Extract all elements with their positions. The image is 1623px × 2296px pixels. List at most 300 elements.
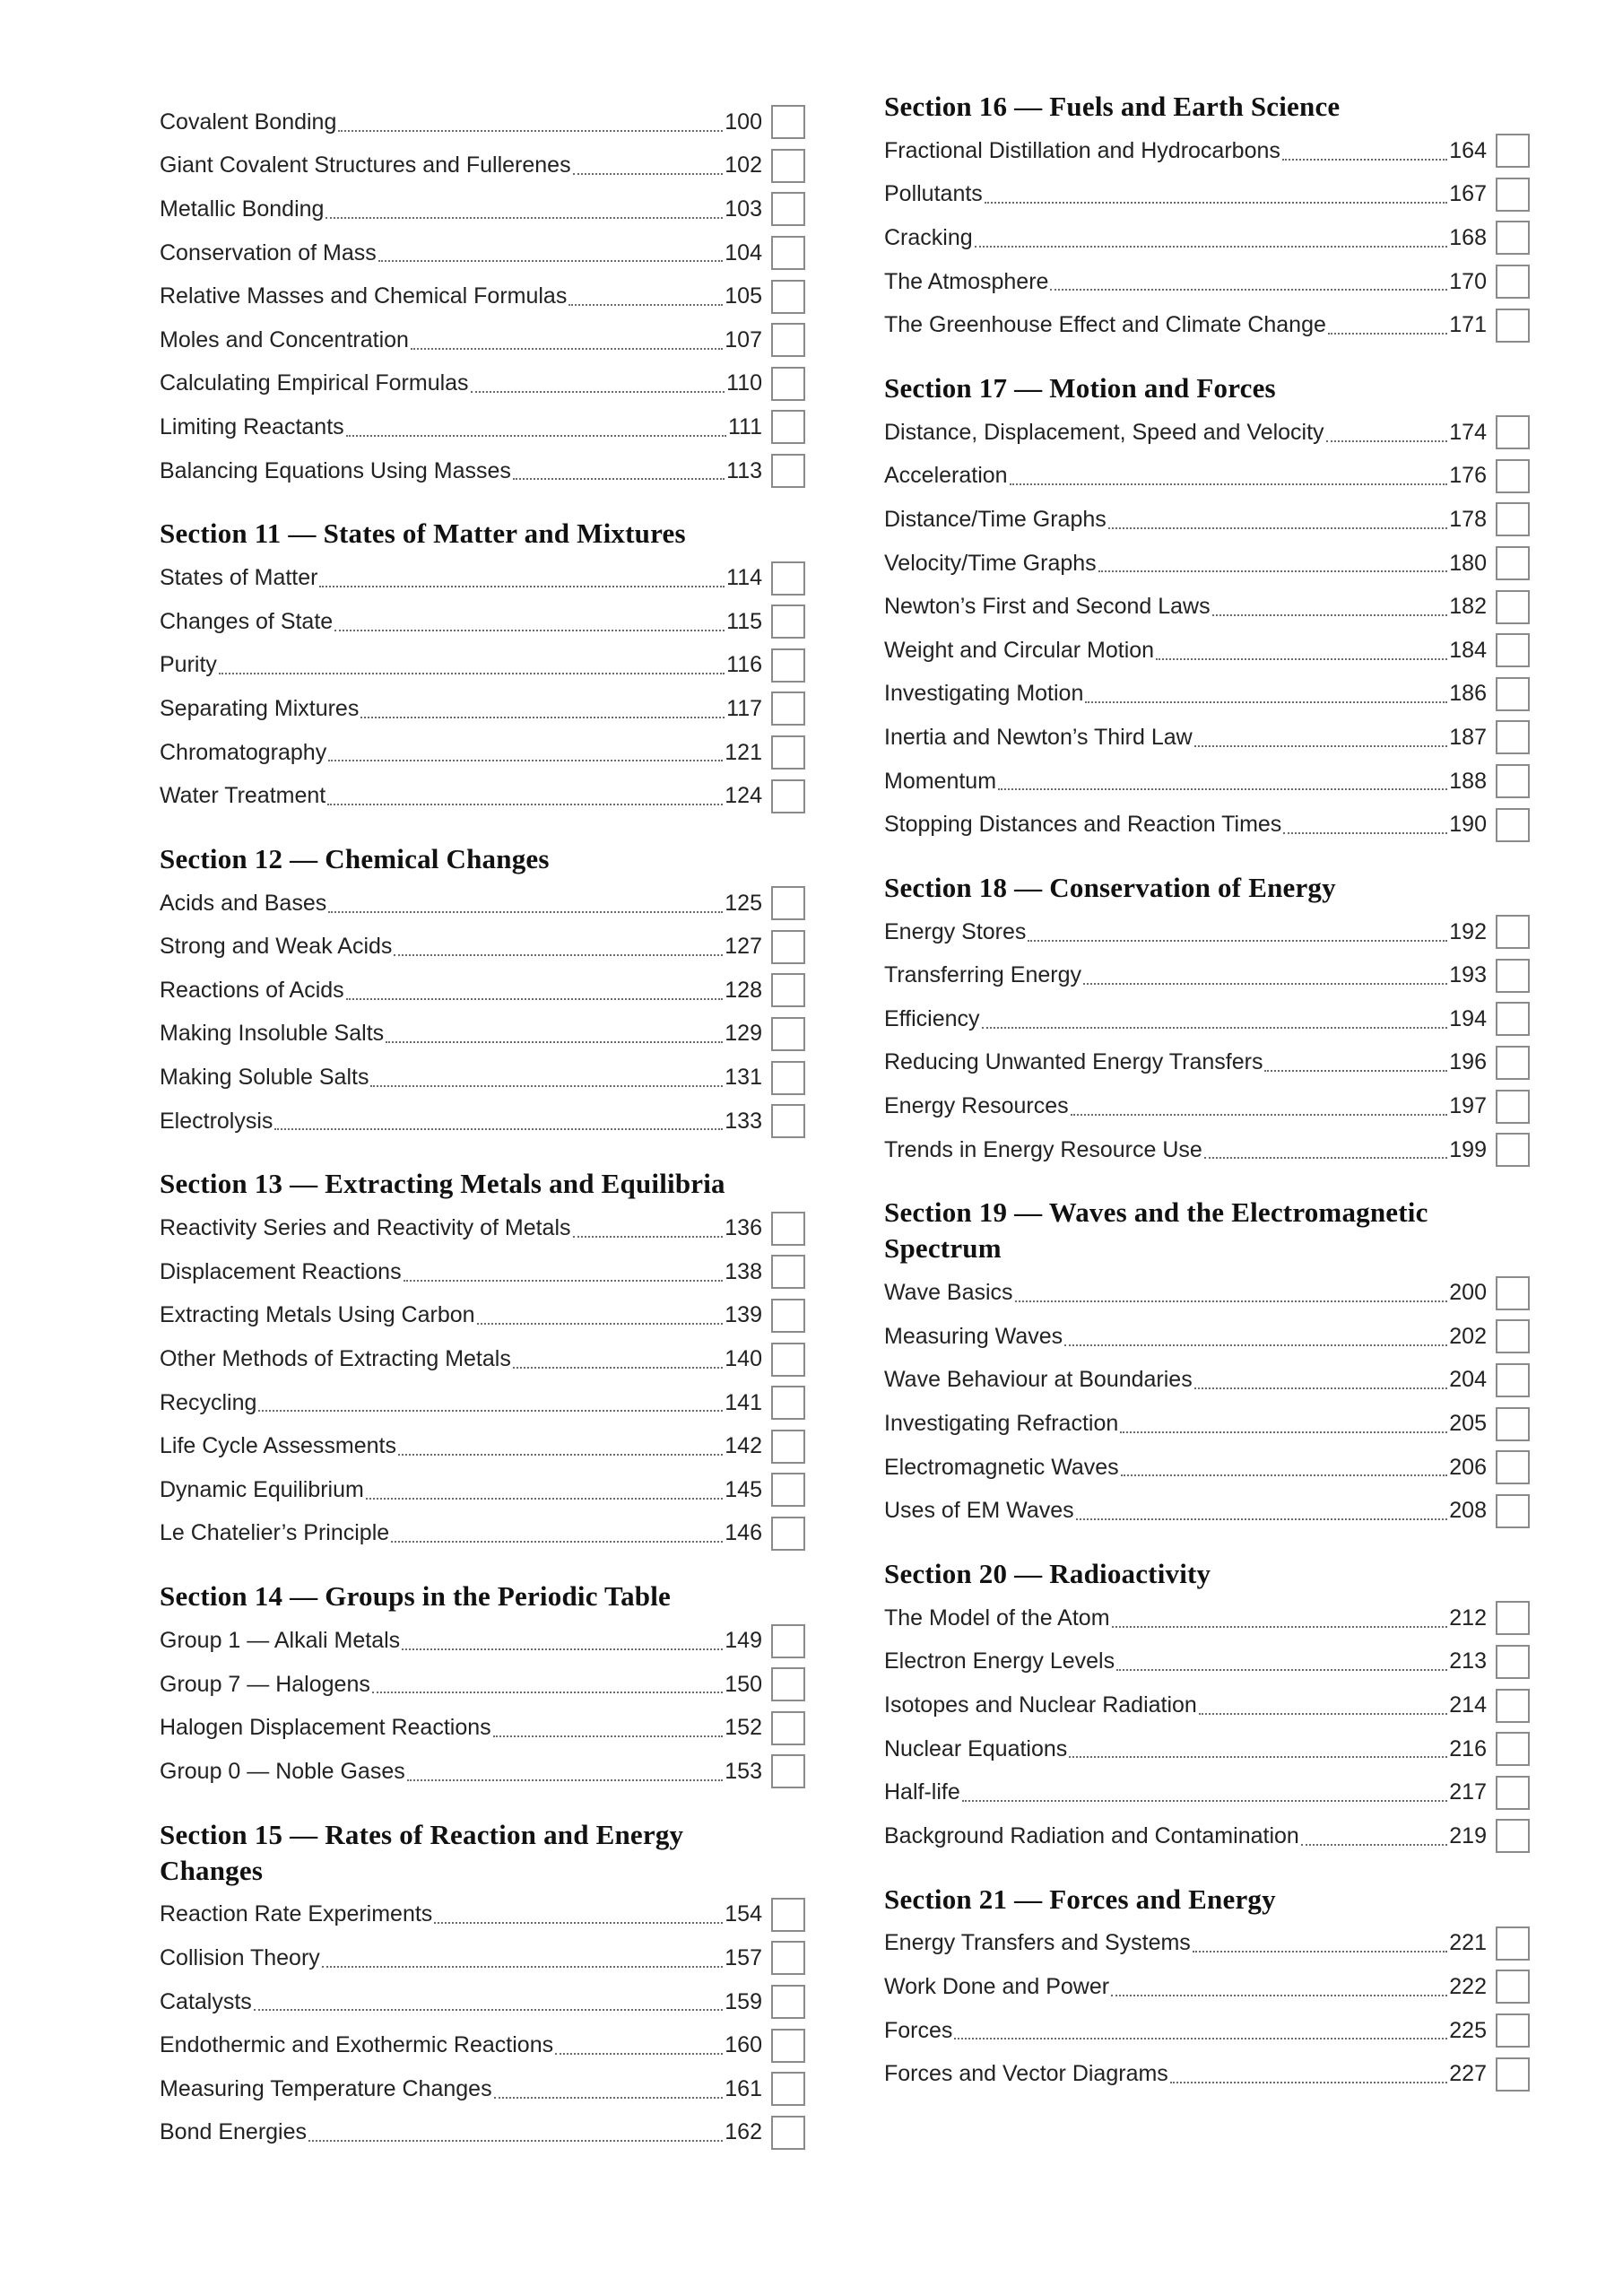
completion-checkbox[interactable] bbox=[771, 2029, 805, 2063]
completion-checkbox[interactable] bbox=[771, 604, 805, 639]
entry-page-number: 190 bbox=[1449, 812, 1487, 838]
completion-checkbox[interactable] bbox=[1496, 1319, 1530, 1353]
completion-checkbox[interactable] bbox=[771, 1386, 805, 1420]
entry-title: Momentum bbox=[884, 768, 997, 794]
completion-checkbox[interactable] bbox=[1496, 1407, 1530, 1441]
dot-leader bbox=[1121, 1474, 1448, 1476]
entry-title: Uses of EM Waves bbox=[884, 1498, 1074, 1524]
toc-entry bbox=[160, 187, 805, 231]
completion-checkbox[interactable] bbox=[771, 1898, 805, 1932]
completion-checkbox[interactable] bbox=[771, 2072, 805, 2106]
dot-leader bbox=[360, 717, 725, 718]
dot-leader bbox=[398, 1454, 723, 1456]
entry-page-number: 113 bbox=[726, 457, 762, 483]
entry-title: Collision Theory bbox=[160, 1944, 320, 1970]
completion-checkbox[interactable] bbox=[1496, 309, 1530, 343]
completion-checkbox[interactable] bbox=[1496, 1819, 1530, 1853]
completion-checkbox[interactable] bbox=[1496, 2057, 1530, 2092]
entry-title: Half-life bbox=[884, 1779, 960, 1805]
dot-leader bbox=[407, 1779, 724, 1781]
entry-page-number: 100 bbox=[725, 109, 762, 135]
completion-checkbox[interactable] bbox=[771, 1212, 805, 1246]
entry-title: Energy Transfers and Systems bbox=[884, 1930, 1191, 1956]
section-heading: Section 18 — Conservation of Energy bbox=[884, 871, 1336, 903]
dot-leader bbox=[254, 2009, 723, 2011]
toc-entry bbox=[884, 542, 1530, 586]
toc-entry bbox=[160, 449, 805, 493]
entry-title: Bond Energies bbox=[160, 2119, 308, 2145]
completion-checkbox[interactable] bbox=[771, 561, 805, 596]
entry-title: Cracking bbox=[884, 224, 973, 250]
completion-checkbox[interactable] bbox=[771, 1255, 805, 1289]
section-heading: Section 17 — Motion and Forces bbox=[884, 371, 1276, 404]
toc-entry bbox=[884, 1640, 1530, 1684]
toc-entry bbox=[160, 274, 805, 318]
entry-page-number: 149 bbox=[725, 1628, 762, 1654]
entry-page-number: 114 bbox=[726, 565, 762, 591]
entry-title: Nuclear Equations bbox=[884, 1735, 1068, 1761]
completion-checkbox[interactable] bbox=[1496, 1926, 1530, 1961]
dot-leader bbox=[1108, 527, 1448, 529]
completion-checkbox[interactable] bbox=[771, 1985, 805, 2019]
completion-checkbox[interactable] bbox=[1496, 1002, 1530, 1036]
entry-title: Life Cycle Assessments bbox=[160, 1433, 396, 1459]
entry-title: The Greenhouse Effect and Climate Change bbox=[884, 312, 1326, 338]
entry-title: Balancing Equations Using Masses bbox=[160, 457, 511, 483]
entry-page-number: 162 bbox=[725, 2119, 762, 2145]
entry-page-number: 152 bbox=[725, 1715, 762, 1741]
entry-title: Group 1 — Alkali Metals bbox=[160, 1628, 401, 1654]
entry-title: Electrolysis bbox=[160, 1108, 273, 1134]
toc-entry bbox=[884, 1128, 1530, 1172]
toc-entry bbox=[884, 1683, 1530, 1727]
entry-title: Investigating Motion bbox=[884, 681, 1084, 707]
entry-title: Reducing Unwanted Energy Transfers bbox=[884, 1049, 1263, 1075]
completion-checkbox[interactable] bbox=[771, 1754, 805, 1788]
completion-checkbox[interactable] bbox=[771, 1517, 805, 1551]
completion-checkbox[interactable] bbox=[1496, 1689, 1530, 1723]
entry-title: Isotopes and Nuclear Radiation bbox=[884, 1692, 1197, 1718]
completion-checkbox[interactable] bbox=[1496, 459, 1530, 493]
entry-title: The Model of the Atom bbox=[884, 1605, 1110, 1631]
dot-leader bbox=[378, 260, 724, 262]
completion-checkbox[interactable] bbox=[1496, 221, 1530, 255]
toc-entry bbox=[884, 1489, 1530, 1533]
entry-title: Water Treatment bbox=[160, 783, 326, 809]
dot-leader bbox=[494, 2097, 724, 2099]
completion-checkbox[interactable] bbox=[771, 973, 805, 1007]
entry-page-number: 116 bbox=[726, 652, 762, 678]
toc-entry bbox=[160, 1381, 805, 1425]
entry-page-number: 136 bbox=[725, 1215, 762, 1241]
entry-page-number: 145 bbox=[725, 1476, 762, 1502]
toc-entry bbox=[884, 716, 1530, 760]
entry-page-number: 153 bbox=[725, 1758, 762, 1784]
entry-title: Transferring Energy bbox=[884, 962, 1081, 988]
dot-leader bbox=[1010, 483, 1448, 485]
entry-page-number: 110 bbox=[726, 370, 762, 396]
dot-leader bbox=[1098, 570, 1448, 572]
entry-page-number: 202 bbox=[1449, 1323, 1487, 1349]
toc-entry bbox=[160, 774, 805, 818]
entry-page-number: 161 bbox=[725, 2075, 762, 2101]
entry-page-number: 186 bbox=[1449, 681, 1487, 707]
completion-checkbox[interactable] bbox=[1496, 1601, 1530, 1635]
entry-page-number: 222 bbox=[1449, 1973, 1487, 1999]
dot-leader bbox=[366, 1498, 723, 1500]
entry-page-number: 157 bbox=[725, 1944, 762, 1970]
completion-checkbox[interactable] bbox=[1496, 720, 1530, 754]
completion-checkbox[interactable] bbox=[771, 1711, 805, 1745]
entry-page-number: 182 bbox=[1449, 594, 1487, 620]
entry-title: Catalysts bbox=[160, 1988, 252, 2014]
entry-page-number: 216 bbox=[1449, 1735, 1487, 1761]
completion-checkbox[interactable] bbox=[771, 367, 805, 401]
entry-title: Energy Stores bbox=[884, 918, 1027, 944]
dot-leader bbox=[334, 630, 725, 631]
dot-leader bbox=[1112, 1626, 1448, 1628]
completion-checkbox[interactable] bbox=[1496, 1046, 1530, 1080]
toc-entry bbox=[884, 1315, 1530, 1359]
entry-page-number: 208 bbox=[1449, 1498, 1487, 1524]
dot-leader bbox=[391, 1541, 723, 1543]
entry-title: Wave Behaviour at Boundaries bbox=[884, 1367, 1193, 1393]
completion-checkbox[interactable] bbox=[1496, 590, 1530, 624]
entry-page-number: 167 bbox=[1449, 181, 1487, 207]
toc-section bbox=[160, 516, 805, 818]
dot-leader bbox=[219, 673, 725, 674]
dot-leader bbox=[319, 586, 725, 587]
toc-entry bbox=[160, 2111, 805, 2155]
entry-page-number: 214 bbox=[1449, 1692, 1487, 1718]
completion-checkbox[interactable] bbox=[771, 280, 805, 314]
toc-entry bbox=[884, 1402, 1530, 1446]
entry-title: Reactions of Acids bbox=[160, 977, 344, 1003]
toc-entry bbox=[160, 556, 805, 600]
toc-entry bbox=[884, 1359, 1530, 1403]
entry-page-number: 199 bbox=[1449, 1136, 1487, 1162]
dot-leader bbox=[555, 2053, 723, 2055]
completion-checkbox[interactable] bbox=[1496, 764, 1530, 798]
section-heading: Section 21 — Forces and Energy bbox=[884, 1883, 1276, 1915]
completion-checkbox[interactable] bbox=[771, 1941, 805, 1975]
entry-page-number: 133 bbox=[725, 1108, 762, 1134]
completion-checkbox[interactable] bbox=[1496, 633, 1530, 667]
dot-leader bbox=[954, 2038, 1447, 2039]
entry-page-number: 159 bbox=[725, 1988, 762, 2014]
completion-checkbox[interactable] bbox=[771, 1343, 805, 1377]
toc-section bbox=[160, 1578, 805, 1793]
dot-leader bbox=[1282, 159, 1447, 161]
completion-checkbox[interactable] bbox=[771, 1430, 805, 1464]
toc-entry bbox=[160, 1619, 805, 1663]
entry-page-number: 127 bbox=[725, 934, 762, 960]
dot-leader bbox=[274, 1128, 723, 1130]
completion-checkbox[interactable] bbox=[771, 735, 805, 770]
toc-section bbox=[160, 1166, 805, 1555]
entry-page-number: 160 bbox=[725, 2032, 762, 2058]
completion-checkbox[interactable] bbox=[771, 886, 805, 920]
entry-page-number: 206 bbox=[1449, 1454, 1487, 1480]
dot-leader bbox=[1085, 701, 1447, 703]
toc-entry bbox=[160, 318, 805, 362]
toc-entry bbox=[160, 1424, 805, 1468]
completion-checkbox[interactable] bbox=[1496, 1450, 1530, 1484]
dot-leader bbox=[346, 435, 726, 437]
toc-entry bbox=[884, 411, 1530, 455]
entry-title: Reaction Rate Experiments bbox=[160, 1901, 433, 1927]
entry-page-number: 193 bbox=[1449, 962, 1487, 988]
toc-entry bbox=[884, 216, 1530, 260]
dot-leader bbox=[370, 1085, 723, 1087]
entry-title: The Atmosphere bbox=[884, 268, 1049, 294]
entry-page-number: 115 bbox=[726, 608, 762, 634]
entry-page-number: 225 bbox=[1449, 2017, 1487, 2043]
entry-page-number: 154 bbox=[725, 1901, 762, 1927]
entry-title: Separating Mixtures bbox=[160, 695, 360, 721]
entry-title: Electron Energy Levels bbox=[884, 1648, 1115, 1674]
entry-title: Inertia and Newton’s Third Law bbox=[884, 724, 1193, 750]
entry-page-number: 124 bbox=[725, 783, 762, 809]
toc-section bbox=[884, 370, 1530, 847]
completion-checkbox[interactable] bbox=[771, 1624, 805, 1658]
entry-page-number: 107 bbox=[725, 326, 762, 352]
dot-leader bbox=[308, 2140, 723, 2142]
completion-checkbox[interactable] bbox=[1496, 1276, 1530, 1310]
entry-title: Background Radiation and Contamination bbox=[884, 1822, 1299, 1848]
toc-entry bbox=[160, 1337, 805, 1381]
entry-title: Endothermic and Exothermic Reactions bbox=[160, 2032, 554, 2058]
dot-leader bbox=[1050, 289, 1447, 291]
entry-title: Weight and Circular Motion bbox=[884, 637, 1155, 663]
completion-checkbox[interactable] bbox=[1496, 1363, 1530, 1397]
toc-entry bbox=[884, 910, 1530, 954]
toc-entry bbox=[884, 997, 1530, 1041]
entry-title: Conservation of Mass bbox=[160, 239, 377, 265]
toc-entry bbox=[160, 1294, 805, 1338]
toc-entry bbox=[160, 1750, 805, 1794]
completion-checkbox[interactable] bbox=[1496, 1494, 1530, 1528]
completion-checkbox[interactable] bbox=[1496, 1970, 1530, 2004]
completion-checkbox[interactable] bbox=[771, 323, 805, 357]
entry-title: Other Methods of Extracting Metals bbox=[160, 1346, 511, 1372]
entry-title: Newton’s First and Second Laws bbox=[884, 594, 1211, 620]
toc-entry bbox=[160, 1100, 805, 1144]
entry-title: Covalent Bonding bbox=[160, 109, 337, 135]
toc-entry bbox=[160, 2067, 805, 2111]
completion-checkbox[interactable] bbox=[771, 410, 805, 444]
entry-title: Reactivity Series and Reactivity of Metals bbox=[160, 1215, 571, 1241]
completion-checkbox[interactable] bbox=[771, 236, 805, 270]
completion-checkbox[interactable] bbox=[771, 1061, 805, 1095]
completion-checkbox[interactable] bbox=[1496, 677, 1530, 711]
entry-title: Extracting Metals Using Carbon bbox=[160, 1302, 475, 1328]
toc-entry bbox=[160, 1250, 805, 1294]
dot-leader bbox=[1116, 1669, 1447, 1671]
entry-title: Measuring Temperature Changes bbox=[160, 2075, 492, 2101]
toc-entry bbox=[884, 1084, 1530, 1128]
entry-page-number: 217 bbox=[1449, 1779, 1487, 1805]
completion-checkbox[interactable] bbox=[771, 1473, 805, 1507]
entry-title: Making Insoluble Salts bbox=[160, 1021, 385, 1047]
completion-checkbox[interactable] bbox=[1496, 1732, 1530, 1766]
completion-checkbox[interactable] bbox=[1496, 134, 1530, 168]
dot-leader bbox=[404, 1280, 724, 1282]
entry-title: Work Done and Power bbox=[884, 1973, 1110, 1999]
toc-entry bbox=[160, 600, 805, 644]
completion-checkbox[interactable] bbox=[771, 1299, 805, 1333]
toc-entry bbox=[160, 731, 805, 775]
section-heading: Section 13 — Extracting Metals and Equilibria bbox=[160, 1168, 725, 1200]
entry-title: Energy Resources bbox=[884, 1093, 1069, 1119]
entry-page-number: 105 bbox=[725, 283, 762, 309]
entry-title: Measuring Waves bbox=[884, 1323, 1063, 1349]
completion-checkbox[interactable] bbox=[1496, 915, 1530, 949]
entry-page-number: 213 bbox=[1449, 1648, 1487, 1674]
dot-leader bbox=[394, 954, 723, 956]
completion-checkbox[interactable] bbox=[771, 1104, 805, 1138]
dot-leader bbox=[322, 1966, 723, 1968]
entry-page-number: 187 bbox=[1449, 724, 1487, 750]
toc-section bbox=[884, 1195, 1530, 1533]
toc-entry bbox=[884, 954, 1530, 998]
section-heading: Section 19 — Waves and the Electromagnetic Spectrum bbox=[884, 1196, 1428, 1265]
toc-entry bbox=[884, 1814, 1530, 1858]
dot-leader bbox=[386, 1041, 723, 1043]
entry-title: Fractional Distillation and Hydrocarbons bbox=[884, 137, 1280, 163]
toc-entry bbox=[884, 1271, 1530, 1315]
entry-title: Relative Masses and Chemical Formulas bbox=[160, 283, 568, 309]
toc-entry bbox=[160, 1706, 805, 1750]
dot-leader bbox=[1120, 1431, 1447, 1433]
entry-page-number: 174 bbox=[1449, 419, 1487, 445]
completion-checkbox[interactable] bbox=[1496, 1133, 1530, 1167]
entry-page-number: 111 bbox=[727, 413, 762, 439]
entry-title: Efficiency bbox=[884, 1005, 980, 1031]
dot-leader bbox=[411, 348, 723, 350]
completion-checkbox[interactable] bbox=[1496, 808, 1530, 842]
completion-checkbox[interactable] bbox=[1496, 959, 1530, 993]
entry-page-number: 129 bbox=[725, 1021, 762, 1047]
entry-page-number: 184 bbox=[1449, 637, 1487, 663]
entry-title: Pollutants bbox=[884, 181, 983, 207]
toc-entry bbox=[160, 1663, 805, 1707]
entry-title: Forces bbox=[884, 2017, 953, 2043]
completion-checkbox[interactable] bbox=[771, 192, 805, 226]
toc-entry bbox=[884, 1922, 1530, 1966]
toc-entry bbox=[884, 673, 1530, 717]
entry-title: Investigating Refraction bbox=[884, 1411, 1119, 1437]
toc-entry bbox=[160, 405, 805, 449]
entry-title: Wave Basics bbox=[884, 1280, 1013, 1306]
entry-page-number: 197 bbox=[1449, 1093, 1487, 1119]
dot-leader bbox=[975, 246, 1448, 248]
entry-page-number: 188 bbox=[1449, 768, 1487, 794]
dot-leader bbox=[1301, 1844, 1447, 1846]
entry-page-number: 131 bbox=[725, 1065, 762, 1091]
completion-checkbox[interactable] bbox=[771, 1667, 805, 1701]
entry-page-number: 104 bbox=[725, 239, 762, 265]
completion-checkbox[interactable] bbox=[1496, 1776, 1530, 1810]
toc-entry bbox=[160, 231, 805, 275]
toc-entry bbox=[160, 144, 805, 188]
toc-section bbox=[160, 1817, 805, 2155]
completion-checkbox[interactable] bbox=[1496, 178, 1530, 212]
entry-page-number: 227 bbox=[1449, 2061, 1487, 2087]
entry-title: Calculating Empirical Formulas bbox=[160, 370, 469, 396]
completion-checkbox[interactable] bbox=[1496, 265, 1530, 299]
toc-entry bbox=[884, 303, 1530, 347]
entry-title: Stopping Distances and Reaction Times bbox=[884, 812, 1282, 838]
toc-entry bbox=[160, 100, 805, 144]
completion-checkbox[interactable] bbox=[1496, 502, 1530, 536]
completion-checkbox[interactable] bbox=[1496, 415, 1530, 449]
toc-entry bbox=[160, 644, 805, 688]
completion-checkbox[interactable] bbox=[771, 648, 805, 683]
dot-leader bbox=[1156, 658, 1447, 660]
completion-checkbox[interactable] bbox=[1496, 546, 1530, 580]
dot-leader bbox=[346, 998, 724, 1000]
toc-entry bbox=[884, 1727, 1530, 1771]
entry-title: Le Chatelier’s Principle bbox=[160, 1520, 390, 1546]
completion-checkbox[interactable] bbox=[771, 779, 805, 813]
completion-checkbox[interactable] bbox=[1496, 2013, 1530, 2048]
entry-page-number: 192 bbox=[1449, 918, 1487, 944]
completion-checkbox[interactable] bbox=[771, 454, 805, 488]
completion-checkbox[interactable] bbox=[771, 105, 805, 139]
dot-leader bbox=[1283, 832, 1447, 834]
dot-leader bbox=[1264, 1070, 1447, 1072]
dot-leader bbox=[513, 1367, 723, 1369]
completion-checkbox[interactable] bbox=[771, 2116, 805, 2150]
completion-checkbox[interactable] bbox=[771, 691, 805, 726]
entry-title: Moles and Concentration bbox=[160, 326, 409, 352]
section-heading: Section 14 — Groups in the Periodic Table bbox=[160, 1580, 671, 1613]
completion-checkbox[interactable] bbox=[771, 1017, 805, 1051]
dot-leader bbox=[477, 1323, 724, 1325]
toc-entry bbox=[884, 2009, 1530, 2053]
entry-page-number: 196 bbox=[1449, 1049, 1487, 1075]
dot-leader bbox=[372, 1692, 723, 1693]
dot-leader bbox=[568, 304, 723, 306]
entry-page-number: 219 bbox=[1449, 1822, 1487, 1848]
dot-leader bbox=[1071, 1114, 1448, 1116]
toc-entry bbox=[160, 1056, 805, 1100]
completion-checkbox[interactable] bbox=[1496, 1090, 1530, 1124]
section-heading: Section 15 — Rates of Reaction and Energy Changes bbox=[160, 1818, 684, 1886]
entry-title: Velocity/Time Graphs bbox=[884, 550, 1097, 576]
toc-entry bbox=[160, 687, 805, 731]
toc-entry bbox=[160, 1893, 805, 1937]
toc-entry bbox=[884, 173, 1530, 217]
entry-page-number: 180 bbox=[1449, 550, 1487, 576]
entry-title: Displacement Reactions bbox=[160, 1258, 402, 1284]
entry-page-number: 128 bbox=[725, 977, 762, 1003]
toc-entry bbox=[884, 760, 1530, 804]
dot-leader bbox=[258, 1410, 723, 1412]
completion-checkbox[interactable] bbox=[1496, 1645, 1530, 1679]
entry-page-number: 205 bbox=[1449, 1411, 1487, 1437]
entry-title: Forces and Vector Diagrams bbox=[884, 2061, 1168, 2087]
entry-title: Trends in Energy Resource Use bbox=[884, 1136, 1202, 1162]
toc-entry bbox=[884, 803, 1530, 847]
entry-page-number: 176 bbox=[1449, 463, 1487, 489]
toc-entry bbox=[160, 969, 805, 1013]
dot-leader bbox=[1194, 1387, 1448, 1389]
completion-checkbox[interactable] bbox=[771, 149, 805, 183]
toc-entry bbox=[884, 1041, 1530, 1085]
completion-checkbox[interactable] bbox=[771, 930, 805, 964]
